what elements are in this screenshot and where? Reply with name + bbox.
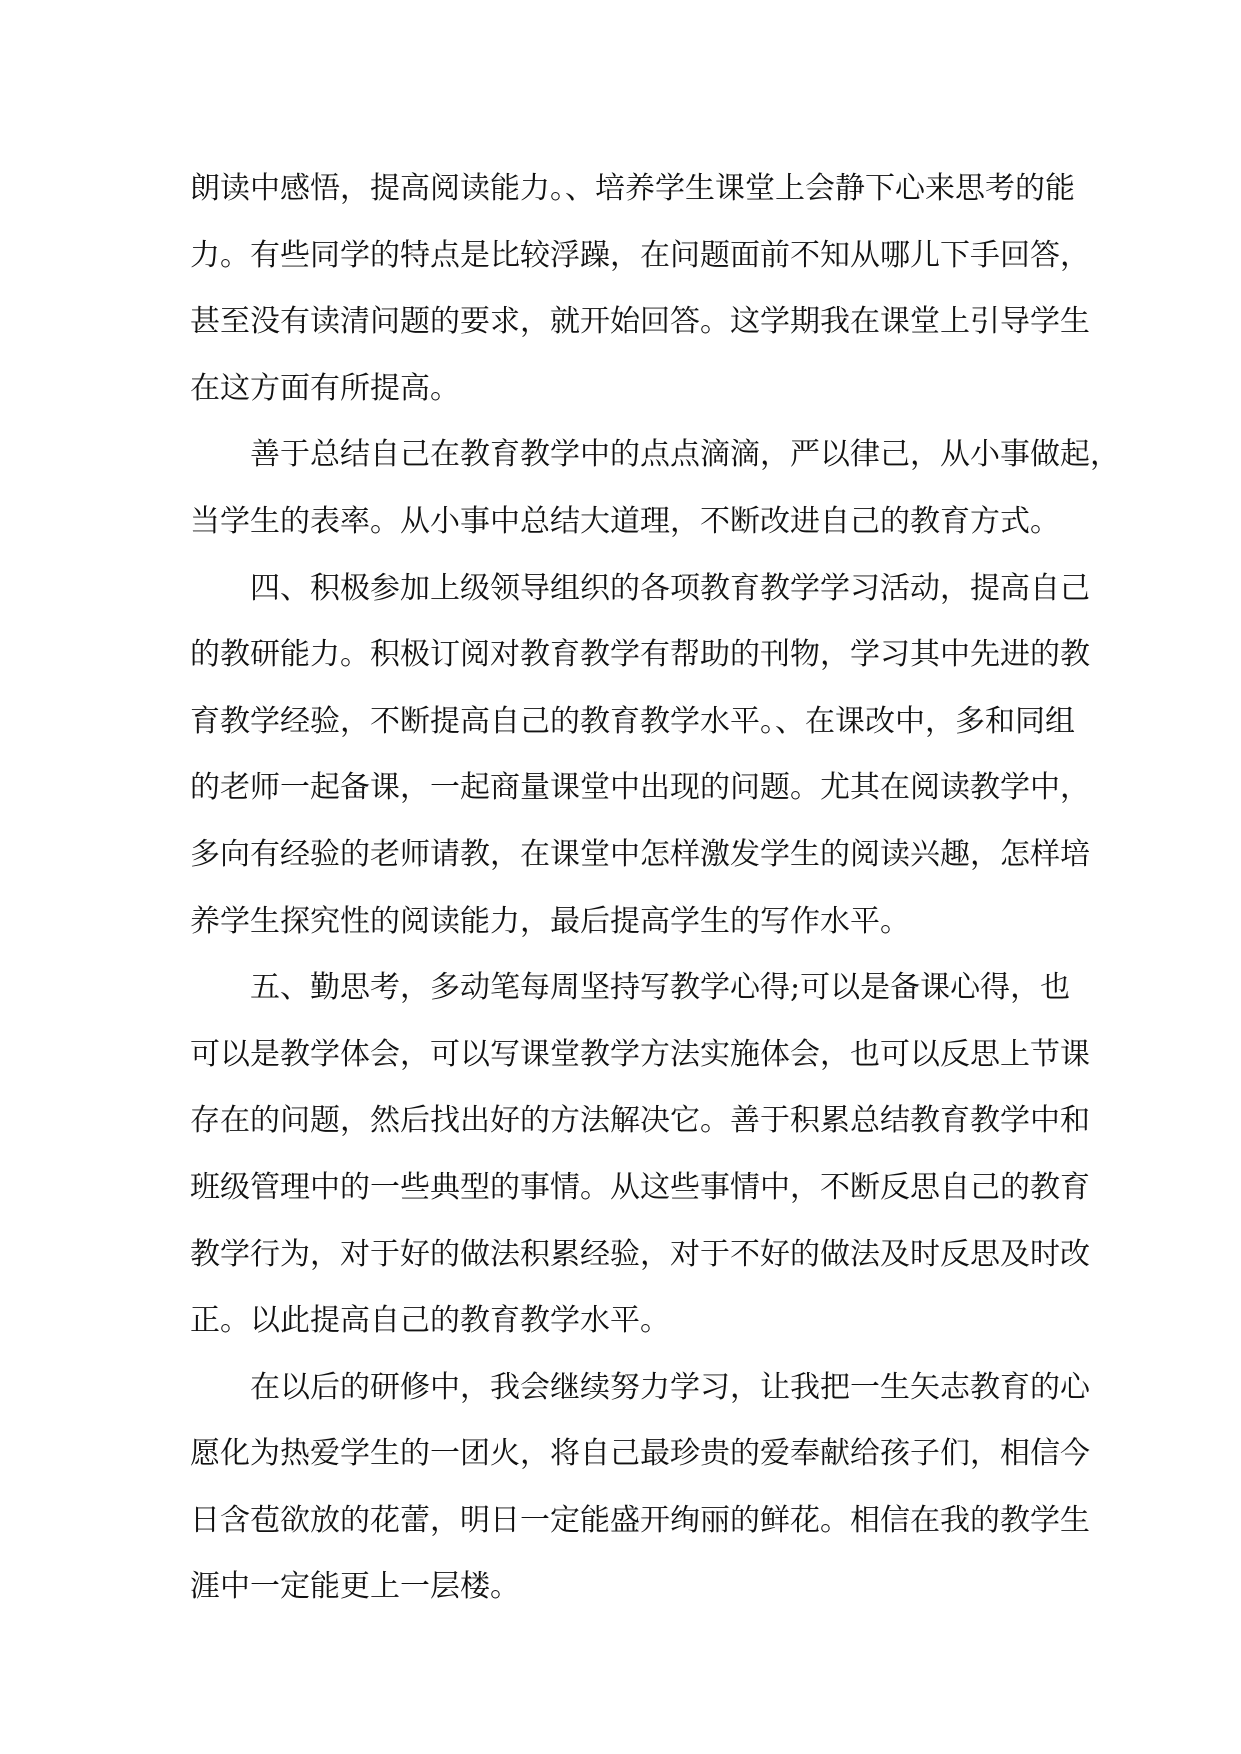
text-line: 多向有经验的老师请教，在课堂中怎样激发学生的阅读兴趣，怎样培 (190, 836, 1090, 872)
text-line: 日含苞欲放的花蕾，明日一定能盛开绚丽的鲜花。相信在我的教学生 (190, 1502, 1090, 1538)
text-line: 甚至没有读清问题的要求，就开始回答。这学期我在课堂上引导学生 (190, 304, 1090, 340)
text-line: 善于总结自己在教育教学中的点点滴滴，严以律己，从小事做起， (250, 437, 1120, 473)
paragraph (190, 556, 1090, 956)
text-line: 存在的问题，然后找出好的方法解决它。善于积累总结教育教学中和 (190, 1103, 1090, 1139)
text-line: 教学行为，对于好的做法积累经验，对于不好的做法及时反思及时改 (190, 1236, 1090, 1272)
paragraph (190, 156, 1090, 422)
paragraph (190, 422, 1120, 555)
text-line: 可以是教学体会，可以写课堂教学方法实施体会，也可以反思上节课 (190, 1036, 1090, 1072)
paragraph (190, 955, 1090, 1355)
text-line: 班级管理中的一些典型的事情。从这些事情中，不断反思自己的教育 (190, 1169, 1090, 1205)
paragraph (190, 1355, 1090, 1621)
text-line: 养学生探究性的阅读能力，最后提高学生的写作水平。 (190, 903, 910, 939)
text-line: 育教学经验，不断提高自己的教育教学水平。、在课改中，多和同组 (190, 703, 1075, 739)
text-line: 四、积极参加上级领导组织的各项教育教学学习活动，提高自己 (250, 570, 1090, 606)
text-line: 正。以此提高自己的教育教学水平。 (190, 1303, 670, 1339)
text-line: 力。有些同学的特点是比较浮躁，在问题面前不知从哪儿下手回答， (190, 237, 1090, 273)
text-line: 当学生的表率。从小事中总结大道理，不断改进自己的教育方式。 (190, 503, 1060, 539)
body-text (190, 156, 1120, 1621)
text-line: 愿化为热爱学生的一团火，将自己最珍贵的爱奉献给孩子们，相信今 (190, 1436, 1090, 1472)
text-line: 的老师一起备课，一起商量课堂中出现的问题。尤其在阅读教学中， (190, 770, 1090, 806)
text-line: 朗读中感悟，提高阅读能力。、培养学生课堂上会静下心来思考的能 (190, 171, 1075, 206)
text-line: 五、勤思考，多动笔每周坚持写教学心得;可以是备课心得，也 (250, 970, 1071, 1006)
text-line: 的教研能力。积极订阅对教育教学有帮助的刊物，学习其中先进的教 (190, 637, 1090, 673)
text-line: 在以后的研修中，我会继续努力学习，让我把一生矢志教育的心 (250, 1369, 1090, 1405)
text-line: 在这方面有所提高。 (190, 370, 460, 406)
text-line: 涯中一定能更上一层楼。 (190, 1569, 520, 1605)
